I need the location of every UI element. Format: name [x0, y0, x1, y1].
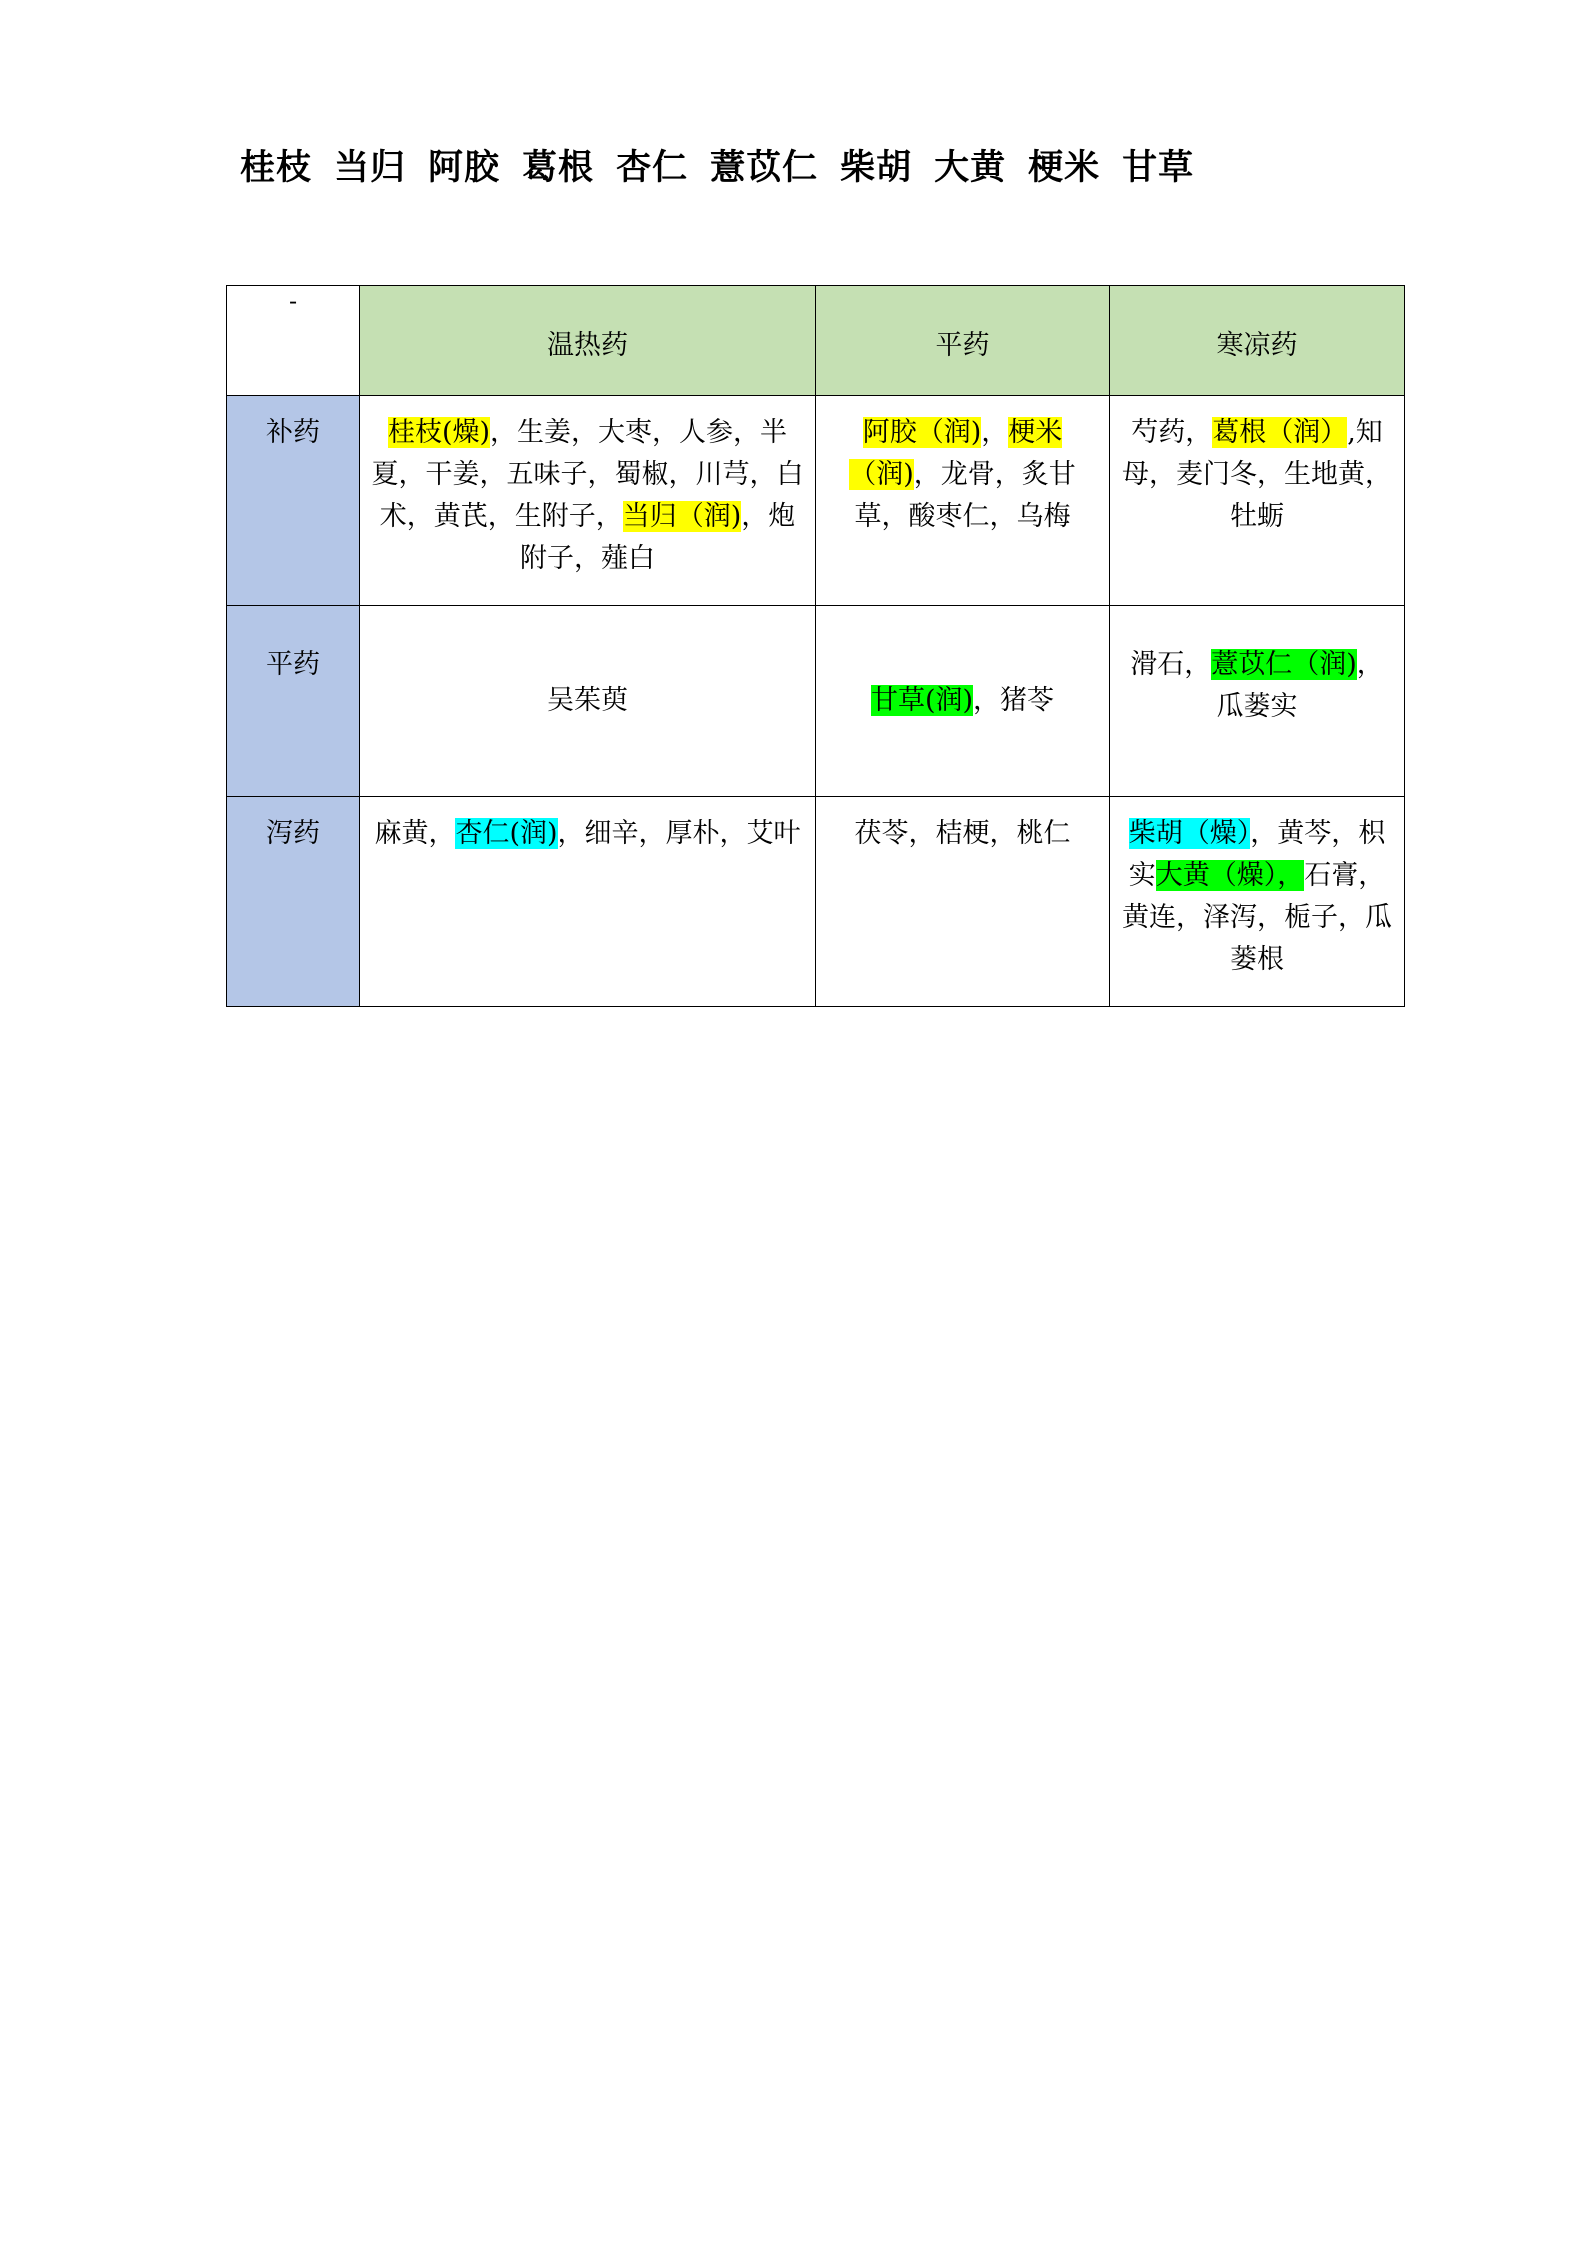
cell-neutral-neutral — [816, 606, 1110, 797]
herb-list-text: 麻黄， — [374, 818, 456, 849]
cell-purgative-cold — [1110, 797, 1405, 1007]
heading-herb: 薏苡仁 — [710, 147, 819, 188]
herb-list-text: 吴茱萸 — [547, 685, 628, 716]
herb-list-text: 茯苓，桔梗，桃仁 — [854, 818, 1071, 849]
herb-list-text: ，生姜，大枣，人参，半夏，干姜，五味子，蜀椒，川芎，白术，黄芪，生附子， — [371, 417, 804, 532]
page-heading — [240, 140, 1216, 190]
cell-tonic-warm — [360, 396, 816, 606]
highlighted-herb: 柴胡（燥） — [1128, 818, 1251, 849]
herb-list-text: ，龙骨，炙甘草，酸枣仁，乌梅 — [854, 459, 1076, 532]
cell-neutral-warm — [360, 606, 816, 797]
table-row-neutral — [227, 606, 1405, 797]
herb-classification-table — [226, 285, 1405, 1007]
herb-list-text: 滑石， — [1130, 649, 1212, 680]
cell-purgative-warm — [360, 797, 816, 1007]
herb-list-text: ,知母，麦门冬，生地黄，牡蛎 — [1122, 417, 1392, 532]
table-row-tonic — [227, 396, 1405, 606]
table-header-row — [227, 286, 1405, 396]
herb-list-text: ，黄芩，枳实 — [1128, 818, 1386, 891]
row-header-tonic: 补药 — [227, 396, 360, 606]
highlighted-herb: 大黄（燥）， — [1155, 860, 1305, 891]
row-header-neutral: 平药 — [227, 606, 360, 797]
heading-herb: 杏仁 — [616, 147, 689, 188]
cell-neutral-cold — [1110, 606, 1405, 797]
cell-tonic-cold — [1110, 396, 1405, 606]
heading-herb: 桂枝 — [240, 147, 313, 188]
highlighted-herb: 杏仁(润) — [455, 818, 558, 849]
column-header-warm: 温热药 — [360, 286, 816, 396]
herb-list-text: ，炮附子，薤白 — [520, 501, 796, 574]
column-header-neutral: 平药 — [816, 286, 1110, 396]
herb-list-text: ，瓜蒌实 — [1216, 649, 1384, 722]
herb-list-text: ， — [981, 417, 1009, 448]
heading-herb: 大黄 — [934, 147, 1007, 188]
column-header-cold: 寒凉药 — [1110, 286, 1405, 396]
highlighted-herb: 桂枝(燥) — [387, 417, 491, 448]
corner-cell: - — [227, 286, 360, 396]
cell-purgative-neutral — [816, 797, 1110, 1007]
highlighted-herb: 甘草(润) — [870, 685, 974, 716]
row-header-purgative: 泻药 — [227, 797, 360, 1007]
highlighted-herb: 薏苡仁（润) — [1211, 649, 1357, 680]
highlighted-herb: 梗米（润) — [849, 417, 1063, 490]
heading-herb: 甘草 — [1122, 147, 1195, 188]
heading-herb: 梗米 — [1028, 147, 1101, 188]
cell-tonic-neutral — [816, 396, 1110, 606]
herb-list-text: ，猪苓 — [973, 685, 1055, 716]
highlighted-herb: 葛根（润） — [1212, 417, 1348, 448]
heading-herb: 阿胶 — [428, 147, 501, 188]
heading-herb: 柴胡 — [840, 147, 913, 188]
heading-herb: 葛根 — [522, 147, 595, 188]
highlighted-herb: 当归（润) — [622, 501, 742, 532]
herb-list-text: 石膏，黄连，泽泻，栀子，瓜蒌根 — [1122, 860, 1392, 975]
heading-herb: 当归 — [334, 147, 407, 188]
herb-list-text: 芍药， — [1131, 417, 1213, 448]
highlighted-herb: 阿胶（润) — [862, 417, 982, 448]
table-row-purgative — [227, 797, 1405, 1007]
herb-list-text: ，细辛，厚朴，艾叶 — [557, 818, 801, 849]
